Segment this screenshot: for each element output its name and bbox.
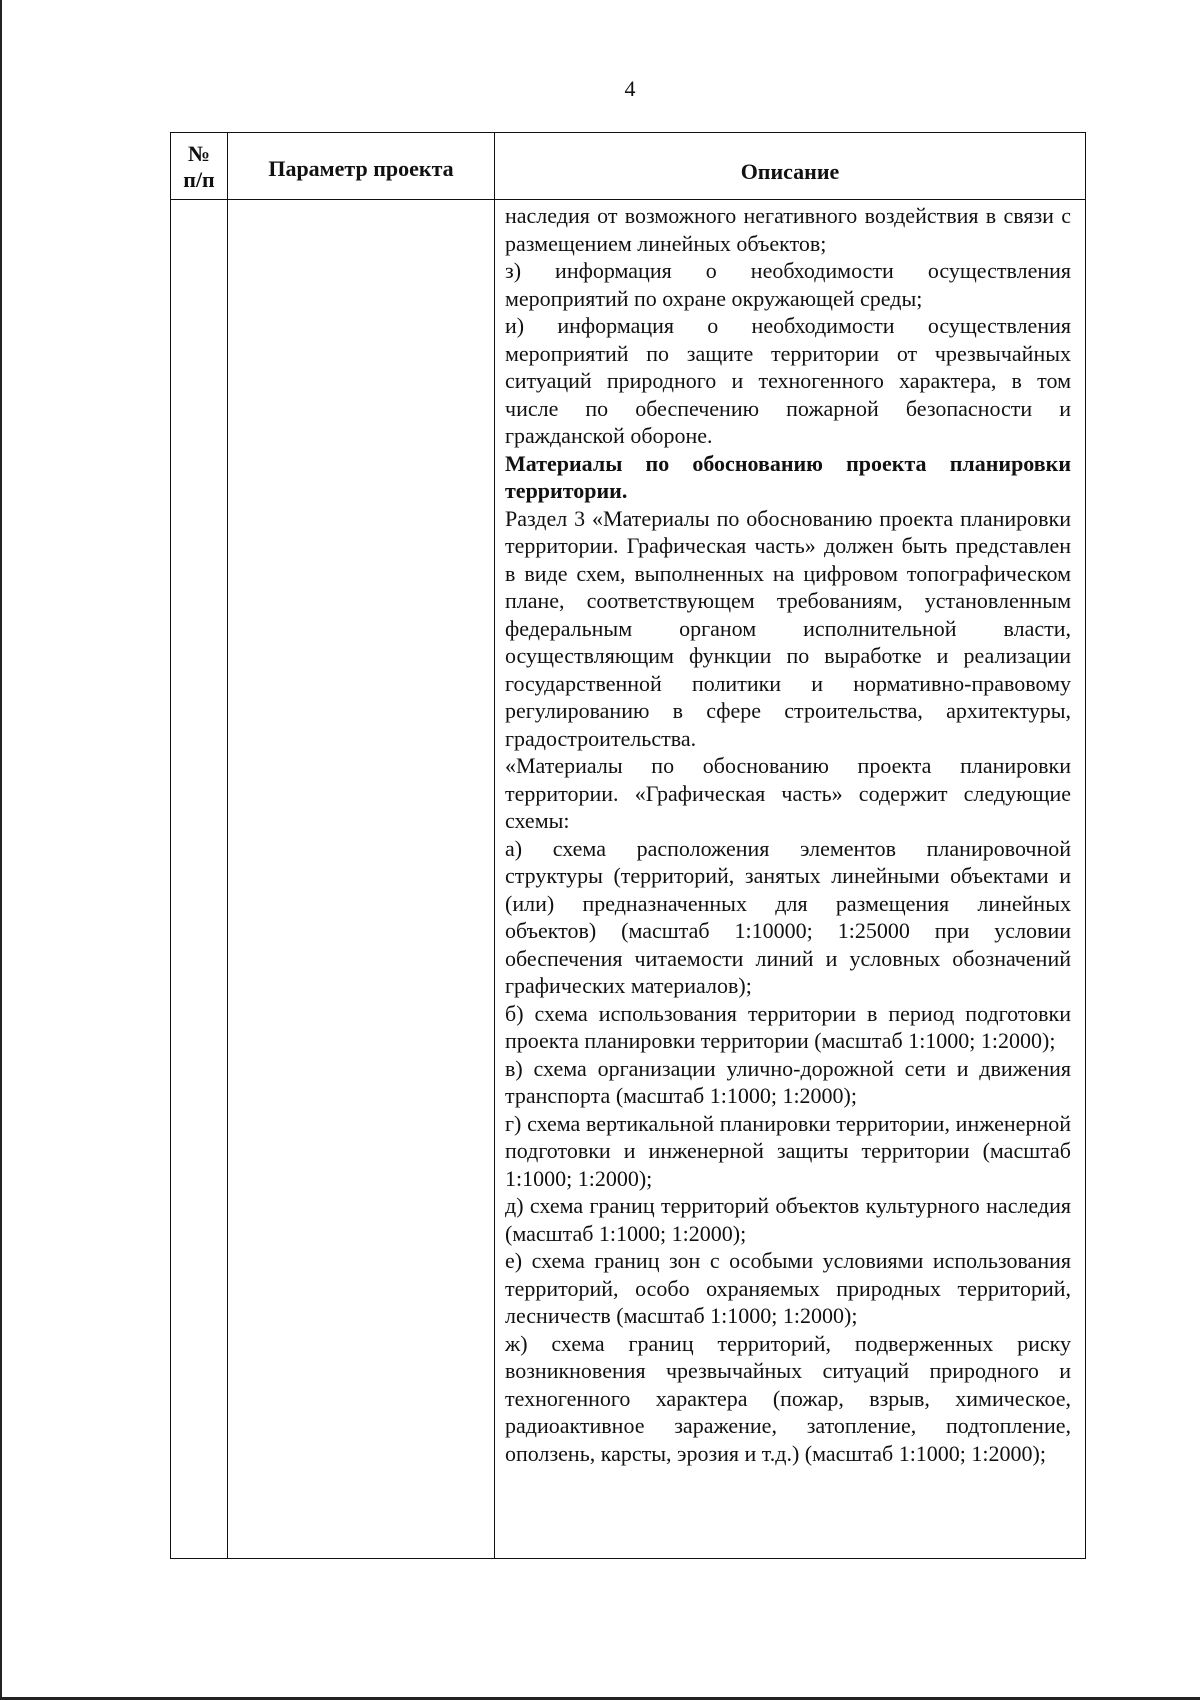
header-number [171,133,228,200]
page-number: 4 [624,76,636,101]
paragraph-item-z: з) информация о необходимости осуществления мероприятий по охране окружающей среды; [505,258,1071,311]
paragraph-item-g: г) схема вертикальной планировки территории, инженерной подготовки и инженерной защиты территории (масштаб 1:1000; 1:2000); [505,1110,1071,1191]
row-parameter-cell [228,200,495,1559]
paragraph-item-d: д) схема границ территорий объектов культурного наследия (масштаб 1:1000; 1:2000); [505,1193,1071,1246]
row-number-cell [171,200,228,1559]
scan-edge-left [0,0,2,1700]
header-description: Описание [495,133,1086,200]
paragraph-graphic-part: «Материалы по обоснованию проекта планировки территории. «Графическая часть» содержит следующие схемы: [505,753,1071,833]
row-description-cell [495,200,1086,1559]
header-number-line1: № [187,141,211,166]
table-row [171,200,1086,1559]
section-heading-justification: Материалы по обоснованию проекта планировки территории. [505,450,1071,503]
header-number-line2: п/п [183,167,215,192]
paragraph-heritage-continued: наследия от возможного негативного воздействия в связи с размещением линейных объектов; [505,203,1071,256]
paragraph-section-3: Раздел 3 «Материалы по обоснованию проекта планировки территории. Графическая часть» должен быть представлен в виде схем, выполненных на цифровом топографическом плане, соответствующем требованиям, установленным федеральным органом исполнительной власти, осуществляющим функции по выработке и реализации государственной политики и нормативно-правовому регулированию в сфере строительства, архитектуры, градостроительства. [505,505,1071,751]
paragraph-item-i: и) информация о необходимости осуществления мероприятий по защите территории от чрезвычайных ситуаций природного и техногенного характера, в том числе по обеспечению пожарной безопасности и гражданской обороне. [505,313,1071,448]
paragraph-item-b: б) схема использования территории в период подготовки проекта планировки территории (масштаб 1:1000; 1:2000); [505,1000,1071,1053]
project-parameters-table [170,132,1086,1559]
paragraph-item-zh: ж) схема границ территорий, подверженных риску возникновения чрезвычайных ситуаций природного и техногенного характера (пожар, взрыв, химическое, радиоактивное заражение, затопление, подтопление, оползень, карсты, эрозия и т.д.) (масштаб 1:1000; 1:2000); [505,1330,1071,1466]
table-header-row [171,133,1086,200]
paragraph-item-v: в) схема организации улично-дорожной сети и движения транспорта (масштаб 1:1000; 1:2000); [505,1055,1071,1108]
header-parameter: Параметр проекта [228,133,495,200]
paragraph-item-e: е) схема границ зон с особыми условиями использования территорий, особо охраняемых природных территорий, лесничеств (масштаб 1:1000; 1:2000); [505,1248,1071,1328]
paragraph-item-a: а) схема расположения элементов планировочной структуры (территорий, занятых линейными объектами и (или) предназначенных для размещения линейных объектов) (масштаб 1:10000; 1:25000 при условии обеспечения читаемости линий и условных обозначений графических материалов); [505,835,1071,998]
